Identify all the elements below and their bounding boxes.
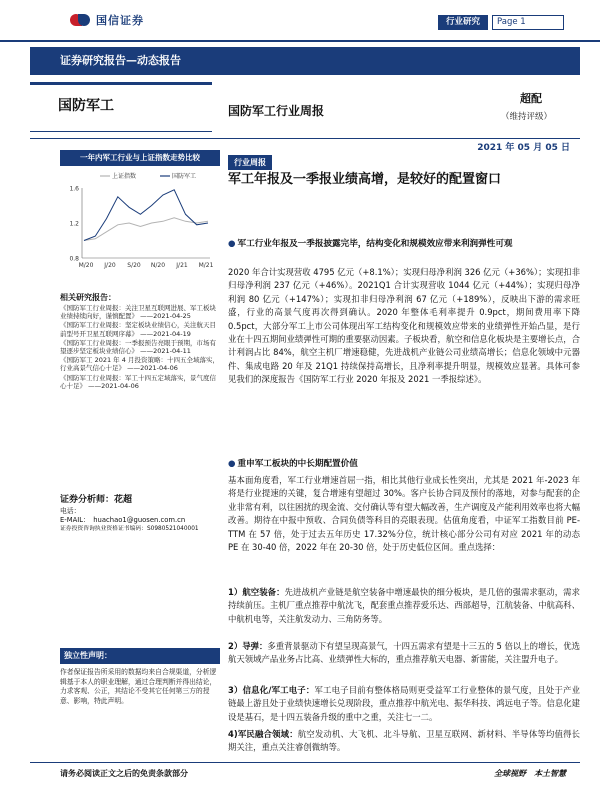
electronics-label: 3）信息化/军工电子：: [228, 685, 315, 695]
aviation-label: 1）航空装备：: [228, 587, 285, 597]
paragraph-results: 2020 年合计实现营收 4795 亿元（+8.1%）；实现归母净利润 326 亿元（+36%）；实现扣非归母净利润 237 亿元（+46%）。2021Q1 合计实现营收 1044 亿元（+44%）；实现归母净利润 80 亿元（+147%）；实现扣非归母净利润 67 亿元（+189%），反映出下游的需求旺盛，行业的高景气度再次得到确认。2020 年整体毛利率提升 0.9pct，期间费用率下降 0.5pct，大部分军工上市公司体现出军工结构变化和规模效应带来的业绩弹性开始凸显，是行业在十四五期间业绩弹性可期的重要驱动因素。子板块看，航空和信息化板块是主要增长点，合计利润占比 84%，航空主机厂增速稳健，先进战机产业链公司业绩高增长；信息化领域中元器件、集成电路 20 年及 21Q1 持续保持高增长，且净利率提升明显，规模效应显著。具体可参见我们的深度报告《国防军工行业 2020 年报及 2021 一季报综述》。: [228, 267, 580, 385]
page-header: [0, 0, 600, 42]
analyst-email[interactable]: E-MAIL： huachao1@guosen.com.cn: [60, 516, 186, 524]
bullet-heading-text: 军工行业年报及一季报披露完毕，结构变化和规模效应带来利润弹性可观: [237, 239, 513, 249]
x-tick-label: S/20: [127, 262, 141, 269]
related-reports-title: 相关研究报告：: [60, 293, 116, 302]
company-logo: [70, 12, 144, 28]
main-content: [228, 150, 580, 170]
report-type-banner: 证券研究报告—动态报告: [30, 47, 580, 75]
disclaimer-text: 作者保证报告所采用的数据均来自合规渠道，分析逻辑基于本人的职业理解，通过合理判断并得出结论，力求客观、公正，其结论不受其它任何第三方的授意、影响，特此声明。: [60, 668, 217, 705]
aviation-text: 先进战机产业链是航空装备中增速最快的细分板块，是几倍的强需求驱动，需求持续前压。主机厂重点推荐中航沈飞，配套重点推荐爱乐达、西部超导，江航装备、中航高科、中航机电等，关注航发动力、三角防务等。: [228, 587, 581, 624]
x-tick-label: M/21: [198, 262, 214, 269]
electronics-text: 军工电子目前有整体格局则更受益军工行业整体的景气度，且处于产业链最上游且处于业绩快速增长兑现阶段，重点推荐中航光电、振华科技、鸿远电子等。信息化建设是基石，是十四五装备升级的重中之重，关注七一二。: [228, 685, 580, 722]
date-divider: [30, 138, 580, 139]
performance-chart: [60, 166, 220, 276]
chart-title: 一年内军工行业与上证指数走势比较: [60, 150, 220, 166]
phone-label: 电话：: [60, 507, 81, 515]
paragraph-valuation: 基本面角度看，军工行业增速首屈一指，相比其他行业成长性突出，尤其是 2021 年-2023 年将是行业提速的关键，复合增速有望超过 30%。客户长协合同及预付的落地，对参与配套的企业非常有利，以往困扰的现金流、交付确认等有望大幅改善，生产调度及产能利用效率也将大幅改善。期待在中报中预收、合同负债等科目的亮眼表现。估值角度看，中证军工指数目前 PE-TTM 在 57 倍，处于过去五年历史 17.32%分位，统计核心部分公司有对应 2021 年的动态 PE 在 30-40 倍，2022 年在 20-30 倍，处于历史低位区间。重点选择：: [228, 475, 580, 553]
disclaimer-title: 独立性声明：: [60, 648, 220, 664]
bullet-dot-icon: ●: [228, 459, 236, 469]
analyst-cert: 证券投资咨询执业资格证书编码：S0980521040001: [60, 526, 199, 532]
section-tag: 行业周报: [228, 155, 272, 170]
series-line-shanghai-index: [84, 218, 208, 241]
bullet-heading-2: [228, 458, 580, 471]
paragraph-missile: [228, 640, 580, 667]
x-tick-label: M/20: [78, 262, 94, 269]
related-report-item[interactable]: 《国防军工 2021 年 4 月投资策略：十四五全域落实，行业高景气信心十足》 ——2021-04-06: [60, 356, 219, 373]
civil-military-text: 航空发动机、大飞机、北斗导航、卫星互联网、新材料、半导体等均值得长期关注，重点关注睿创微纳等。: [228, 729, 580, 753]
title-row: [30, 82, 580, 140]
y-tick-label: 1.6: [69, 185, 79, 193]
analyst-info: [60, 496, 220, 534]
related-report-item[interactable]: 《国防军工行业周报：一季报预告亮眼于预期，市场有望逐步坚定板块业绩信心》 ——2021-04-11: [60, 338, 216, 356]
related-report-item[interactable]: 《国防军工行业周报：关注卫星互联网进展、军工板块业绩持续向好，谨慎配置》 ——2021-04-25: [60, 304, 216, 321]
related-reports-list: [60, 304, 220, 391]
bullet-heading-1: [228, 238, 580, 251]
sidebar: [60, 150, 220, 276]
bullet-heading-text: 重申军工板块的中长期配置价值: [237, 459, 358, 469]
report-name: 国防军工行业周报: [228, 104, 325, 118]
header-divider: [0, 40, 600, 42]
analyst-name-line: [60, 496, 220, 505]
article-title: 军工年报及一季报业绩高增，是较好的配置窗口: [228, 172, 502, 187]
chart-svg: [60, 166, 220, 276]
logo-text: 国信证券: [96, 14, 144, 27]
analyst-label: 证券分析师：: [60, 495, 115, 505]
rating-note: （维持评级）: [500, 112, 552, 122]
paragraph-civil-military: [228, 728, 580, 755]
x-tick-label: N/20: [150, 262, 166, 269]
page-number: Page 1: [492, 15, 564, 30]
y-tick-label: 1.2: [69, 220, 79, 228]
y-tick-label: 0.8: [69, 255, 79, 263]
legend-label: 国防军工: [172, 173, 197, 180]
civil-military-label: 4)军民融合领域：: [228, 729, 298, 739]
paragraph-electronics: [228, 684, 580, 724]
series-line-defense-industry: [84, 190, 208, 241]
footer-divider: [30, 762, 580, 763]
footer-slogan: 全球视野 本土智慧: [494, 769, 566, 778]
report-date: 2021 年 05 月 05 日: [477, 143, 570, 153]
x-tick-label: J/20: [104, 262, 116, 269]
related-report-item[interactable]: 《国防军工行业周报：坚定板块业绩信心，关注航天目前型号开卫星互联网序幕》 ——2021-04-19: [60, 321, 216, 338]
missile-text: 多重背景驱动下有望呈现高景气，十四五需求有望是十三五的 5 倍以上的增长，优选航天领域产品业务占比高、业绩弹性大标的，重点推荐航天电器、新雷能，关注盟升电子。: [228, 641, 580, 665]
missile-label: 2）导弹：: [228, 641, 268, 651]
analyst-name: 花超: [114, 495, 133, 505]
x-tick-label: J/21: [176, 262, 188, 269]
footer-disclaimer: 请务必阅读正文之后的免责条款部分: [60, 769, 188, 778]
industry-research-tag: 行业研究: [438, 15, 488, 30]
logo-mark-icon: [70, 12, 92, 28]
bullet-dot-icon: ●: [228, 239, 236, 249]
sector-name: 国防军工: [58, 98, 114, 114]
legend-label: 上证指数: [112, 173, 137, 180]
related-report-item[interactable]: 《国防军工行业周报：军工十四五定域落实，景气度信心十足》 ——2021-04-06: [60, 373, 216, 390]
sector-box: [30, 82, 212, 132]
paragraph-aviation: [228, 586, 580, 626]
rating: 超配: [520, 92, 542, 105]
